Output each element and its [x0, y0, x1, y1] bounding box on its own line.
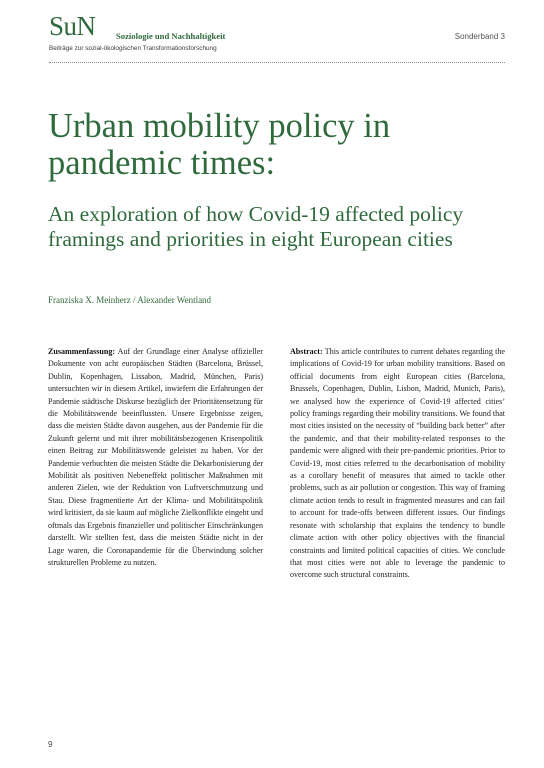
abstract-german-text: Auf der Grundlage einer Analyse offizieller Dokumente von acht europäischen Städten (Barcelona, Brüssel, Dublin, Kopenhagen, Lissabon, Madrid, München, Paris) untersuchten wir in diesem Artikel, inwiefern die Erfahrungen der Pandemie städtische Diskurse bezüglich der Prioritätensetzung für die Mobilitätswende beeinflussten. Unsere Ergebnisse zeigen, dass die meisten Städte davon ausgehen, aus der Pandemie für die Zukunft gelernt und mit ihrer mobilitätsbezogenen Krisenpolitik einen Beitrag zur Mobilitätswende geleistet zu haben. Vor der Pandemie verbuchten die meisten Städte die Dekarbonisierung der Mobilität als positiven Nebeneffekt politischer Maßnahmen mit anderen Zielen, wie der Reduktion von Luftverschmutzung und Stau. Diese fragmentierte Art der Klima- und Mobilitätspolitik wird kritisiert, da sie kaum auf mögliche Zielkonflikte eingeht und oftmals das Ergebnis finanzieller und politischer Einschränkungen darstellt. Wir stellten fest, dass die meisten Städte nicht in der Lage waren, die Coronapandemie für die Überwindung solcher strukturellen Probleme zu nutzen. — [48, 347, 263, 567]
journal-header — [49, 12, 505, 64]
header-divider — [49, 62, 505, 63]
abstract-english-text: This article contributes to current debates regarding the implications of Covid-19 for urban mobility transitions. Based on official documents from eight European cities (Barcelona, Brussels, Copenhagen, Dublin, Lisbon, Madrid, Munich, Paris), we analysed how the experience of Covid-19 affected cities’ policy framings regarding their mobility transitions. We found that most cities insisted on the necessity of “building back better” after the pandemic, and that their mobility-related responses to the pandemic were aligned with their pre-pandemic priorities. Prior to Covid-19, most cities referred to the decarbonisation of mobility as a corollary benefit of measures that aimed to tackle other problems, such as air pollution or congestion. This way of framing climate action tends to result in fragmented measures and can fail to account for trade-offs between different issues. Our findings resonate with scholarship that explains the tendency to bundle climate action with other policy objectives with the financial constraints and limited political capacities of cities. We conclude that most cities were not able to leverage the pandemic to overcome such structural constraints. — [290, 347, 505, 580]
abstract-german-label: Zusammenfassung: — [48, 347, 116, 356]
journal-name: Soziologie und Nachhaltigkeit — [116, 31, 226, 41]
article-authors: Franziska X. Meinherz / Alexander Wentland — [48, 295, 212, 305]
page-number: 9 — [48, 740, 53, 749]
article-subtitle: An exploration of how Covid-19 affected policy framings and priorities in eight European cities — [48, 202, 464, 251]
article-title: Urban mobility policy in pandemic times: — [48, 107, 391, 182]
abstract-english-label: Abstract: — [290, 347, 323, 356]
journal-logo: SuN — [49, 11, 96, 41]
abstract-german — [48, 346, 263, 569]
abstract-english — [290, 346, 505, 582]
issue-label: Sonderband 3 — [454, 32, 505, 41]
journal-tagline: Beiträge zur sozial-ökologischen Transformationsforschung — [49, 45, 217, 52]
